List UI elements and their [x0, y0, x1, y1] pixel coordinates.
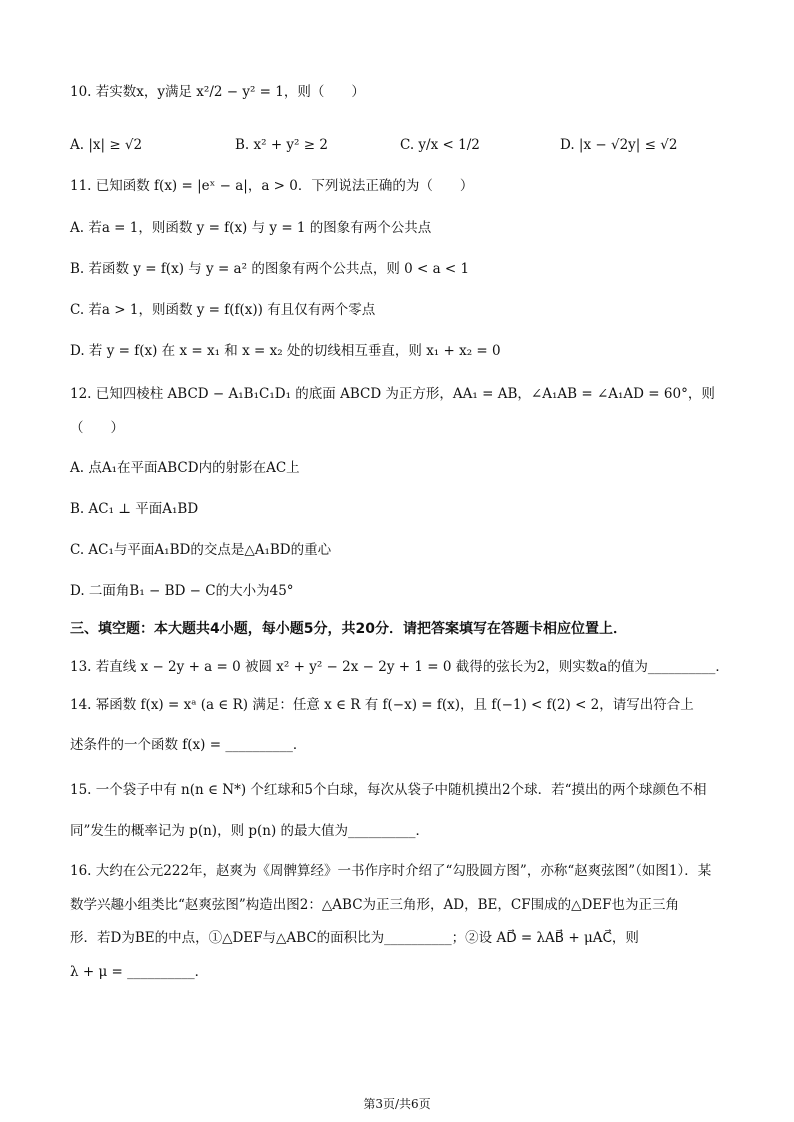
- question-16-line-3: 形．若D为BE的中点，①△DEF与△ABC的面积比为__________；②设 AD⃗ = λAB⃗ + μAC⃗，则: [70, 930, 639, 946]
- page-footer: 第3页/共6页: [363, 1097, 431, 1111]
- question-15-line-1: 15. 一个袋子中有 n(n ∈ N*) 个红球和5个白球，每次从袋子中随机摸出2个球．若“摸出的两个球颜色不相: [70, 782, 707, 798]
- question-10-option-c: C. y/x < 1/2: [400, 137, 480, 153]
- question-14-line-1: 14. 幂函数 f(x) = xᵃ (a ∈ R) 满足：任意 x ∈ R 有 f(−x) = f(x)，且 f(−1) < f(2) < 2，请写出符合上: [70, 697, 694, 713]
- question-11-option-d: D. 若 y = f(x) 在 x = x₁ 和 x = x₂ 处的切线相互垂直，则 x₁ + x₂ = 0: [70, 343, 501, 359]
- question-11-option-a: A. 若a = 1，则函数 y = f(x) 与 y = 1 的图象有两个公共点: [70, 220, 432, 236]
- section-3-heading: 三、填空题：本大题共4小题，每小题5分，共20分．请把答案填写在答题卡相应位置上．: [70, 621, 627, 637]
- question-12-option-b: B. AC₁ ⊥ 平面A₁BD: [70, 501, 199, 517]
- question-14-line-2: 述条件的一个函数 f(x) = __________．: [70, 737, 307, 753]
- question-11-option-b: B. 若函数 y = f(x) 与 y = a² 的图象有两个公共点，则 0 < a < 1: [70, 261, 470, 277]
- question-15-line-2: 同”发生的概率记为 p(n)，则 p(n) 的最大值为__________．: [70, 823, 430, 839]
- question-16-line-1: 16. 大约在公元222年，赵爽为《周髀算经》一书作序时介绍了“勾股圆方图”，亦称“赵爽弦图”（如图1）．某: [70, 863, 712, 879]
- question-16-line-4: λ + μ = __________．: [70, 964, 209, 980]
- question-12-option-d: D. 二面角B₁ − BD − C的大小为45°: [70, 583, 294, 599]
- question-16-line-2: 数学兴趣小组类比“赵爽弦图”构造出图2：△ABC为正三角形，AD，BE，CF围成的△DEF也为正三角: [70, 897, 679, 913]
- question-12-stem-continued: （ ）: [70, 420, 124, 436]
- question-12-option-a: A. 点A₁在平面ABCD内的射影在AC上: [70, 460, 300, 476]
- question-10-option-a: A. |x| ≥ √2: [70, 137, 143, 153]
- question-11-stem: 11. 已知函数 f(x) = |eˣ − a|，a > 0．下列说法正确的为（ ）: [70, 178, 474, 194]
- question-10-stem: 10. 若实数x，y满足 x²/2 − y² = 1，则（ ）: [70, 84, 365, 100]
- question-12-option-c: C. AC₁与平面A₁BD的交点是△A₁BD的重心: [70, 542, 332, 558]
- question-13: 13. 若直线 x − 2y + a = 0 被圆 x² + y² − 2x − 2y + 1 = 0 截得的弦长为2，则实数a的值为__________．: [70, 659, 729, 675]
- question-11-option-c: C. 若a > 1，则函数 y = f(f(x)) 有且仅有两个零点: [70, 302, 376, 318]
- question-10-option-d: D. |x − √2y| ≤ √2: [560, 137, 678, 153]
- question-10-option-b: B. x² + y² ≥ 2: [235, 137, 328, 153]
- question-12-stem: 12. 已知四棱柱 ABCD − A₁B₁C₁D₁ 的底面 ABCD 为正方形，AA₁ = AB，∠A₁AB = ∠A₁AD = 60°，则: [70, 386, 715, 402]
